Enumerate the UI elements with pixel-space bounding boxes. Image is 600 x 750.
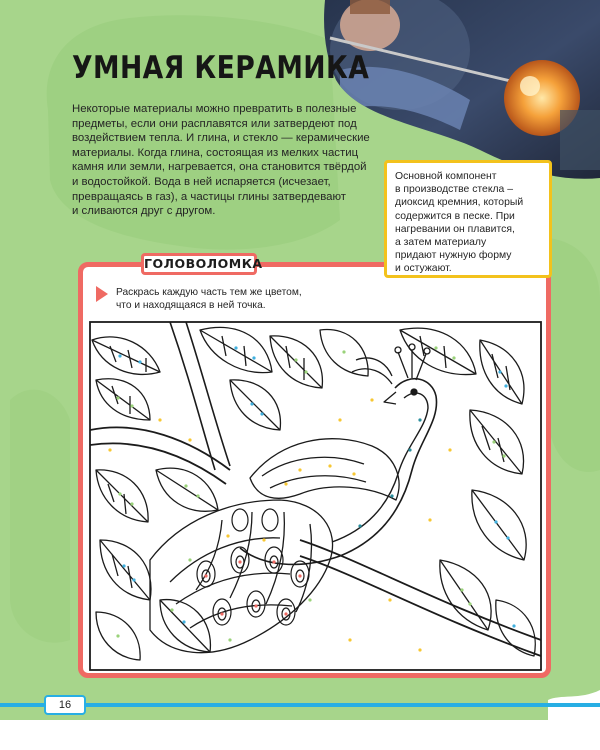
intro-line: материалы. Когда глина, состоящая из мелких частиц	[72, 146, 359, 159]
fact-line: Основной компонент	[395, 171, 497, 182]
fact-line: содержится в песке. При	[395, 210, 515, 222]
intro-line: и водостойкой. Вода в ней испаряется (исчезает,	[72, 175, 331, 188]
intro-line: воздействием тепла. И глина, и стекло — керамические	[72, 132, 370, 145]
intro-line: и сливаются друг с другом.	[72, 205, 216, 218]
puzzle-label: ГОЛОВОЛОМКА	[141, 253, 257, 275]
intro-line: превращаясь в газ), а частицы глины затвердевают	[72, 190, 346, 203]
page-number: 16	[44, 695, 86, 715]
fact-line: и остужают.	[395, 263, 452, 275]
fact-line: в производстве стекла –	[395, 184, 513, 196]
fact-line: а затем материалу	[395, 237, 487, 249]
instruction-line: что и находящаяся в ней точка.	[116, 300, 266, 312]
fact-line: нагревании он плавится,	[395, 223, 515, 235]
intro-line: Некоторые материалы можно превратить в полезные	[72, 103, 357, 115]
instruction-line: Раскрась каждую часть тем же цветом,	[116, 287, 302, 298]
fact-line: диоксид кремния, который	[395, 197, 524, 209]
page-title: УМНАЯ КЕРАМИКА	[72, 50, 370, 86]
fact-line: придают нужную форму	[395, 250, 512, 262]
intro-line: камня или земли, нагревается, она становится твёрдой	[72, 161, 367, 174]
intro-line: предметы, если они расплавятся или затвердеют под	[72, 117, 357, 130]
